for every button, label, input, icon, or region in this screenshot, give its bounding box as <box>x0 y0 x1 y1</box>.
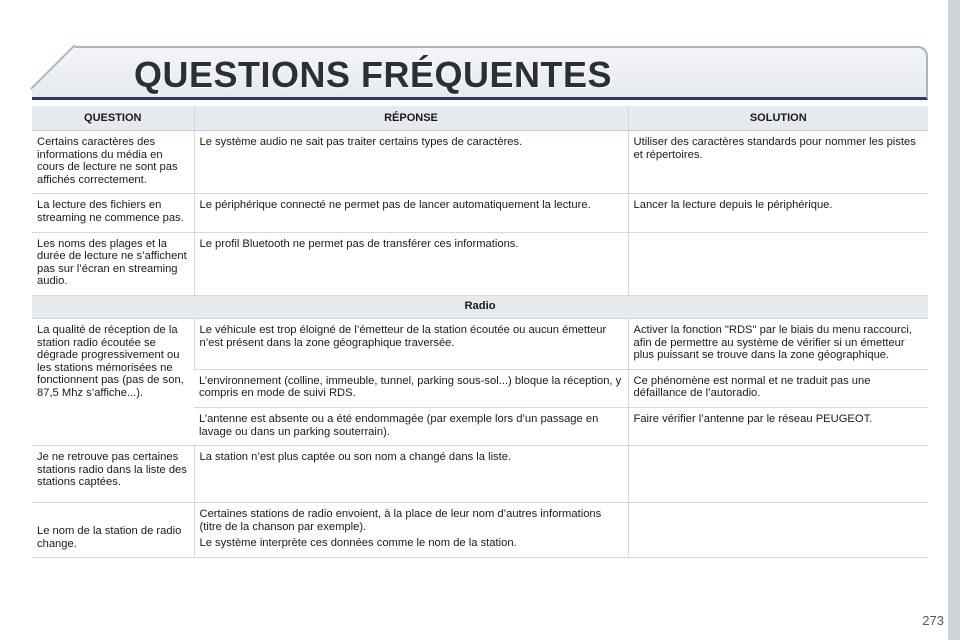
solution-cell: Faire vérifier l’antenne par le réseau PEUGEOT. <box>628 407 928 445</box>
answer-cell: L’environnement (colline, immeuble, tunnel, parking sous-sol...) bloque la réception, y compris en mode de suivi RDS. <box>194 369 628 407</box>
table-row <box>32 194 928 232</box>
answer-cell: Le profil Bluetooth ne permet pas de transférer ces informations. <box>194 232 628 295</box>
column-header-solution: SOLUTION <box>628 106 928 131</box>
answer-cell: Le périphérique connecté ne permet pas de lancer automatiquement la lecture. <box>194 194 628 232</box>
page-title: QUESTIONS FRÉQUENTES <box>134 54 613 95</box>
question-cell: Je ne retrouve pas certaines stations radio dans la liste des stations captées. <box>32 446 194 503</box>
answer-cell: Le système audio ne sait pas traiter certains types de caractères. <box>194 131 628 194</box>
question-cell: Certains caractères des informations du média en cours de lecture ne sont pas affichés correctement. <box>32 131 194 194</box>
solution-cell: Lancer la lecture depuis le périphérique. <box>628 194 928 232</box>
section-row-radio <box>32 295 928 318</box>
solution-cell: Utiliser des caractères standards pour nommer les pistes et répertoires. <box>628 131 928 194</box>
solution-cell <box>628 503 928 558</box>
table-row <box>32 131 928 194</box>
table-row <box>32 318 928 369</box>
table-row <box>32 232 928 295</box>
answer-paragraph: Certaines stations de radio envoient, à la place de leur nom d’autres informations (titre de la chanson par exemple). <box>199 508 602 533</box>
title-banner-corner-cut <box>32 46 76 90</box>
answer-cell <box>194 503 628 558</box>
question-cell: La qualité de réception de la station radio écoutée se dégrade progressivement ou les stations mémorisées ne fonctionnent pas (pas de son, 87,5 Mhz s’affiche...). <box>32 318 194 445</box>
solution-cell: Ce phénomène est normal et ne traduit pas une défaillance de l’autoradio. <box>628 369 928 407</box>
answer-cell: La station n’est plus captée ou son nom a changé dans la liste. <box>194 446 628 503</box>
solution-cell <box>628 232 928 295</box>
column-header-question: QUESTION <box>32 106 194 131</box>
answer-cell: Le véhicule est trop éloigné de l’émetteur de la station écoutée ou aucun émetteur n’est présent dans la zone géographique traversée. <box>194 318 628 369</box>
question-cell: La lecture des fichiers en streaming ne commence pas. <box>32 194 194 232</box>
answer-paragraph: Le système interprète ces données comme le nom de la station. <box>199 537 517 550</box>
section-title-radio: Radio <box>32 295 928 318</box>
question-cell: Le nom de la station de radio change. <box>32 503 194 558</box>
answer-cell: L’antenne est absente ou a été endommagée (par exemple lors d’un passage en lavage ou dans un parking souterrain). <box>194 407 628 445</box>
table-header-row <box>32 106 928 131</box>
solution-cell <box>628 446 928 503</box>
question-cell: Les noms des plages et la durée de lecture ne s’affichent pas sur l’écran en streaming audio. <box>32 232 194 295</box>
faq-table <box>32 106 928 558</box>
column-header-answer: RÉPONSE <box>194 106 628 131</box>
solution-cell: Activer la fonction "RDS" par le biais du menu raccourci, afin de permettre au système de vérifier si un émetteur plus puissant se trouve dans la zone géographique. <box>628 318 928 369</box>
page-edge-band <box>948 0 960 640</box>
table-row <box>32 503 928 558</box>
page-number: 273 <box>922 613 944 628</box>
table-row <box>32 446 928 503</box>
